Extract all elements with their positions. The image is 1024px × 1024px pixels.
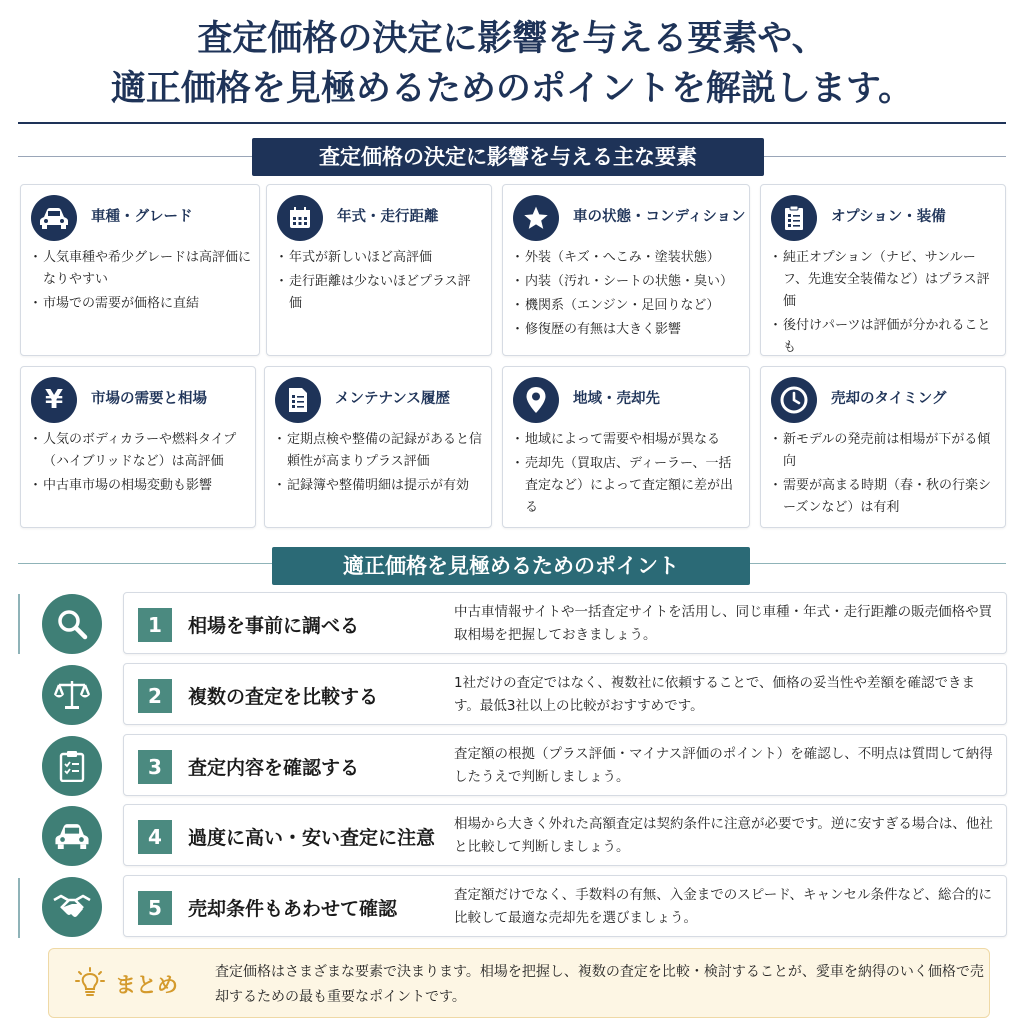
- search-icon: [42, 594, 102, 654]
- point-description: 査定額の根拠（プラス評価・マイナス評価のポイント）を確認し、不明点は質問して納得したうえで判断しましょう。: [454, 746, 993, 785]
- title-divider: [18, 122, 1006, 124]
- point-title: 複数の査定を比較する: [188, 686, 379, 708]
- yen-icon: ¥: [31, 377, 77, 423]
- scale-icon: [42, 665, 102, 725]
- page-title: [0, 14, 1024, 114]
- summary-box: [48, 948, 990, 1018]
- card-title: 売却のタイミング: [831, 391, 947, 407]
- factor-card-timing: [760, 366, 1006, 528]
- section-heading-factors: 査定価格の決定に影響を与える主な要素: [252, 138, 764, 176]
- point-title: 相場を事前に調べる: [188, 615, 360, 637]
- list-item: ・ 年式が新しいほど高評価: [279, 247, 483, 269]
- list-item: ・ 後付けパーツは評価が分かれることも: [773, 315, 997, 359]
- point-number: 3: [138, 750, 172, 784]
- list-item: ・ 人気車種や希少グレードは高評価になりやすい: [33, 247, 251, 291]
- card-title: 市場の需要と相場: [91, 391, 207, 407]
- point-row: [123, 875, 1007, 937]
- list-item: ・ 記録簿や整備明細は提示が有効: [277, 475, 483, 497]
- point-row: [123, 592, 1007, 654]
- card-title: 地域・売却先: [573, 391, 660, 407]
- card-list: [515, 247, 741, 343]
- factor-card-condition: [502, 184, 750, 356]
- card-title: 車の状態・コンディション: [573, 209, 746, 225]
- point-row: [123, 804, 1007, 866]
- card-list: [33, 247, 251, 317]
- point-description: 中古車情報サイトや一括査定サイトを活用し、同じ車種・年式・走行距離の販売価格や買取相場を把握しておきましょう。: [454, 604, 993, 643]
- calendar-icon: [277, 195, 323, 241]
- list-item: ・ 市場での需要が価格に直結: [33, 293, 251, 315]
- list-item: ・ 売却先（買取店、ディーラー、一括査定など）によって査定額に差が出る: [515, 453, 741, 519]
- point-number: 4: [138, 820, 172, 854]
- factor-card-year-mileage: [266, 184, 492, 356]
- list-item: ・ 定期点検や整備の記録があると信頼性が高まりプラス評価: [277, 429, 483, 473]
- point-title: 過度に高い・安い査定に注意: [188, 827, 436, 849]
- list-item: ・ 機関系（エンジン・足回りなど）: [515, 295, 741, 317]
- card-title: オプション・装備: [831, 209, 946, 225]
- summary-text: 査定価格はさまざまな要素で決まります。相場を把握し、複数の査定を比較・検討することが、愛車を納得のいく価格で売却するための最も重要なポイントです。: [215, 964, 984, 1005]
- card-list: [773, 247, 997, 361]
- point-title: 売却条件もあわせて確認: [188, 898, 398, 920]
- clipboard-icon: [42, 736, 102, 796]
- card-list: [33, 429, 247, 499]
- lightbulb-icon: [75, 967, 105, 1003]
- point-description: 1社だけの査定ではなく、複数社に依頼することで、価格の妥当性や差額を確認できます。最低3社以上の比較がおすすめです。: [454, 675, 976, 714]
- card-list: [279, 247, 483, 317]
- list-item: ・ 人気のボディカラーや燃料タイプ（ハイブリッドなど）は高評価: [33, 429, 247, 473]
- list-item: ・ 外装（キズ・へこみ・塗装状態）: [515, 247, 741, 269]
- factor-card-options: [760, 184, 1006, 356]
- clock-icon: [771, 377, 817, 423]
- document-icon: [275, 377, 321, 423]
- point-number: 1: [138, 608, 172, 642]
- point-description: 相場から大きく外れた高額査定は契約条件に注意が必要です。逆に安すぎる場合は、他社と比較して判断しましょう。: [454, 816, 993, 855]
- list-item: ・ 中古車市場の相場変動も影響: [33, 475, 247, 497]
- checklist-icon: [771, 195, 817, 241]
- card-list: [515, 429, 741, 521]
- side-rule: [18, 878, 20, 938]
- list-item: ・ 純正オプション（ナビ、サンルーフ、先進安全装備など）はプラス評価: [773, 247, 997, 313]
- point-title: 査定内容を確認する: [188, 757, 360, 779]
- title-line-1: 査定価格の決定に影響を与える要素や、: [197, 19, 827, 59]
- list-item: ・ 需要が高まる時期（春・秋の行楽シーズンなど）は有利: [773, 475, 997, 519]
- list-item: ・ 新モデルの発売前は相場が下がる傾向: [773, 429, 997, 473]
- side-rule: [18, 594, 20, 654]
- summary-label: まとめ: [115, 973, 178, 997]
- card-title: 年式・走行距離: [337, 209, 439, 225]
- card-list: [277, 429, 483, 499]
- factor-card-vehicle-grade: [20, 184, 260, 356]
- location-pin-icon: [513, 377, 559, 423]
- card-list: [773, 429, 997, 521]
- factor-card-market: [20, 366, 256, 528]
- factor-card-region: [502, 366, 750, 528]
- point-row: [123, 734, 1007, 796]
- star-icon: [513, 195, 559, 241]
- car-icon: [42, 806, 102, 866]
- point-row: [123, 663, 1007, 725]
- list-item: ・ 修復歴の有無は大きく影響: [515, 319, 741, 341]
- point-number: 2: [138, 679, 172, 713]
- list-item: ・ 走行距離は少ないほどプラス評価: [279, 271, 483, 315]
- car-icon: [31, 195, 77, 241]
- factor-card-maintenance: [264, 366, 492, 528]
- title-line-2: 適正価格を見極めるためのポイントを解説します。: [110, 69, 914, 109]
- handshake-icon: [42, 877, 102, 937]
- list-item: ・ 内装（汚れ・シートの状態・臭い）: [515, 271, 741, 293]
- point-description: 査定額だけでなく、手数料の有無、入金までのスピード、キャンセル条件など、総合的に比較して最適な売却先を選びましょう。: [454, 887, 992, 926]
- section-heading-points: 適正価格を見極めるためのポイント: [272, 547, 750, 585]
- card-title: 車種・グレード: [91, 209, 193, 225]
- point-number: 5: [138, 891, 172, 925]
- list-item: ・ 地域によって需要や相場が異なる: [515, 429, 741, 451]
- card-title: メンテナンス履歴: [335, 391, 450, 407]
